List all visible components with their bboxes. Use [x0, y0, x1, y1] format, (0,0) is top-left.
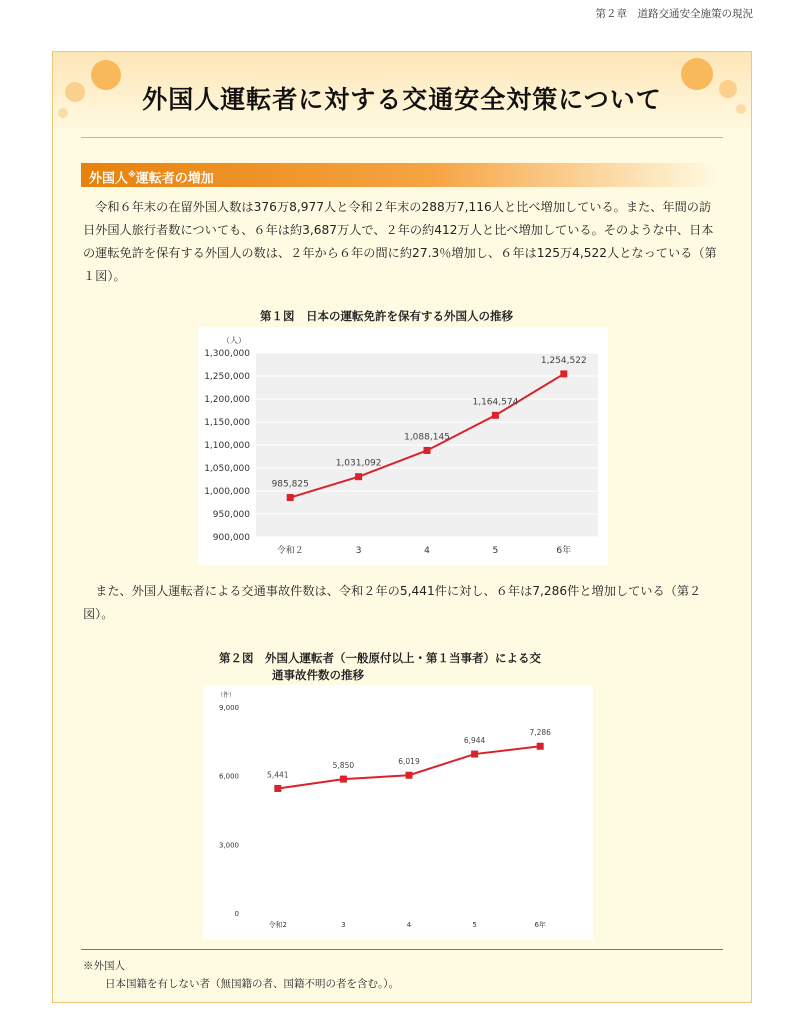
fig1-data-label: 1,164,574 [472, 397, 519, 408]
fig1-y-tick-label: 1,050,000 [204, 464, 250, 474]
fig1-y-tick-label: 950,000 [212, 510, 250, 520]
figure-1-chart [198, 327, 608, 565]
fig1-y-tick-label: 1,200,000 [204, 395, 250, 405]
figure-1-title: 第１図 日本の運転免許を保有する外国人の推移 [260, 309, 513, 323]
fig2-x-tick-label: 6年 [534, 921, 546, 929]
fig1-y-tick-label: 1,150,000 [204, 418, 250, 428]
footer-rule [81, 949, 723, 950]
fig1-x-tick-label: 4 [424, 546, 430, 556]
fig2-data-label: 5,441 [267, 770, 289, 780]
fig2-x-tick-label: 4 [406, 921, 412, 929]
fig2-series-line [278, 746, 540, 788]
fig1-data-label: 1,254,522 [540, 355, 587, 366]
fig2-y-tick-label: 6,000 [218, 772, 239, 781]
fig2-data-label: 6,944 [463, 736, 486, 746]
fig2-y-tick-label: 3,000 [218, 841, 239, 850]
fig1-y-tick-label: 900,000 [212, 533, 250, 543]
fig1-y-tick-label: 1,250,000 [204, 372, 250, 382]
figure-1-svg [198, 327, 608, 565]
fig2-x-tick-label: 5 [472, 921, 477, 929]
fig1-y-tick-label: 1,000,000 [204, 487, 250, 497]
section-heading-mark: ※ [128, 170, 136, 179]
fig2-data-point [406, 772, 413, 779]
fig1-data-point [424, 447, 431, 454]
footnote-mark: ※外国人 [83, 960, 125, 972]
fig2-data-point [274, 785, 281, 792]
fig2-data-label: 6,019 [398, 757, 420, 767]
fig2-data-label: 7,286 [529, 728, 551, 738]
running-head: 第２章 道路交通安全施策の現況 [595, 8, 753, 20]
fig1-x-tick-label: 6年 [556, 546, 572, 556]
footnote-text: 日本国籍を有しない者（無国籍の者、国籍不明の者を含む。）。 [105, 978, 399, 990]
fig1-data-point [492, 412, 499, 419]
title-rule [81, 137, 723, 138]
body-paragraph-2: また、外国人運転者による交通事故件数は、令和２年の5,441件に対し、６年は7,286件と増加している（第２図）。 [83, 584, 702, 621]
section-heading [81, 163, 721, 187]
fig1-y-axis-label: （人） [222, 336, 246, 345]
fig1-data-label: 1,088,145 [404, 432, 450, 443]
fig2-data-point [340, 776, 347, 783]
fig2-y-tick-label: 0 [234, 910, 239, 918]
fig1-x-tick-label: 令和２ [276, 546, 304, 556]
fig1-y-tick-label: 1,100,000 [204, 441, 250, 451]
fig2-x-tick-label: 令和2 [268, 921, 288, 929]
title-band [53, 52, 751, 138]
fig1-x-tick-label: 3 [355, 546, 362, 556]
page-title: 外国人運転者に対する交通安全対策について [142, 85, 662, 114]
fig2-y-axis-label: （件） [216, 692, 235, 699]
body-paragraph-1: 令和６年末の在留外国人数は376万8,977人と令和２年末の288万7,116人と比べ増加している。また、年間の訪日外国人旅行者数についても、６年は約3,687万人で、２年の約412万人と比べ増加している。そのような中、日本の運転免許を保有する外国人の数は、２年から６年の間に約27.3％増加し、６年は125万4,522人となっている（第１図）。 [83, 200, 717, 283]
fig1-y-tick-label: 1,300,000 [204, 349, 250, 359]
figure-2-title-line1: 第２図 外国人運転者（一般原付以上・第１当事者）による交 [219, 651, 541, 665]
fig1-data-point [287, 494, 294, 501]
fig1-x-tick-label: 5 [492, 546, 499, 556]
fig2-y-tick-label: 9,000 [218, 704, 239, 712]
figure-2-title-line2: 通事故件数の推移 [272, 668, 364, 682]
fig2-x-tick-label: 3 [341, 921, 346, 929]
fig2-data-point [537, 743, 544, 750]
fig2-data-label: 5,850 [332, 761, 355, 771]
page-frame [52, 51, 752, 1003]
fig1-data-point [560, 370, 567, 377]
section-heading-rest: 運転者の増加 [135, 171, 214, 187]
figure-2-svg [203, 685, 593, 940]
section-heading-text: 外国人 [89, 171, 129, 187]
figure-2-title [219, 650, 541, 684]
fig2-data-point [471, 751, 478, 758]
fig1-data-point [355, 473, 362, 480]
figure-2-chart [203, 685, 593, 940]
fig1-data-label: 985,825 [271, 479, 309, 490]
fig1-data-label: 1,031,092 [335, 458, 382, 469]
